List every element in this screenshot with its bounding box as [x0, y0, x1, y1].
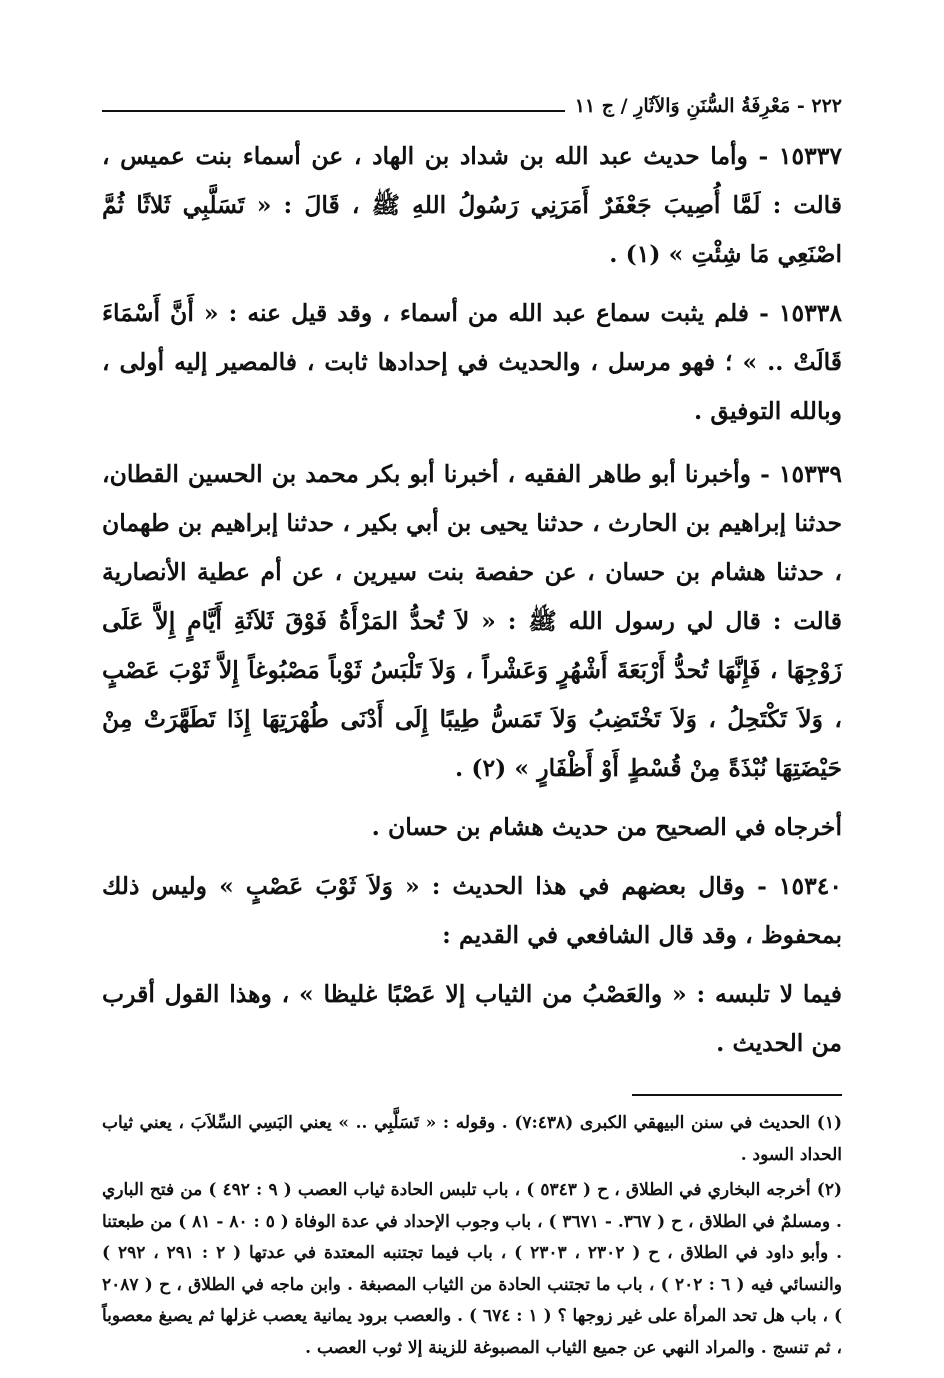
footnote-2: (٢) أخرجه البخاري في الطلاق ، ح ( ٥٣٤٣ ) ، باب تلبس الحادة ثياب العصب ( ٩ : ٤٩٢ ) من فتح الباري . ومسلمٌ في الطلاق ، ح ( ٣٦٧. - ٣٦٧١ ) ، باب وجوب الإحداد في عدة الوفاة ( ٥ : ٨٠ - ٨١ ) من طبعتنا . وأبو داود في الطلاق ، ح ( ٢٣٠٢ ، ٢٣٠٣ ) ، باب فيما تجتنبه المعتدة في عدتها ( ٢ : ٢٩١ ، ٢٩٢ ) والنسائي فيه ( ٦ : ٢٠٢ ) ، باب ما تجتنب الحادة من الثياب المصبغة . وابن ماجه في الطلاق ، ح ( ٢٠٨٧ ) ، باب هل تحد المرأة على غير زوجها ؟ ( ١ : ٦٧٤ ) . والعصب برود يمانية يعصب غزلها ثم يصبغ معصوباً ، ثم تنسج . والمراد النهي عن جميع الثياب المصبوغة للزينة إلا ثوب العصب . — [102, 1180, 842, 1358]
footnote-separator — [632, 1094, 842, 1096]
paragraph-15338: ١٥٣٣٨ - فلم يثبت سماع عبد الله من أسماء ، وقد قيل عنه : « أَنَّ أَسْمَاءَ قَالَتْ .. » ؛ فهو مرسل ، والحديث في إحدادها ثابت ، فالمصير إليه أولى ، وبالله التوفيق . — [102, 299, 842, 425]
running-head: ٢٢٢ - مَعْرِفَةُ السُّنَنِ وَالآثَارِ / ج ١١ — [574, 95, 842, 117]
header-rule — [102, 110, 565, 112]
paragraph-takhrij: أخرجاه في الصحيح من حديث هشام بن حسان . — [371, 813, 842, 841]
paragraph-15337: ١٥٣٣٧ - وأما حديث عبد الله بن شداد بن الهاد ، عن أسماء بنت عميس ، قالت : لَمَّا أُصِيبَ جَعْفَرٌ أَمَرَنِي رَسُولُ اللهِ ﷺ ، قَالَ : « تَسَلَّبِي ثَلاثًا ثُمَّ اصْنَعِي مَا شِئْتِ » (١) . — [102, 142, 842, 268]
footnotes — [102, 1108, 842, 1364]
page-header — [102, 80, 842, 116]
main-text — [102, 132, 842, 1068]
paragraph-shafii-quote: فيما لا تلبسه : « والعَصْبُ من الثياب إلا عَصْبًا غليظا » ، وهذا القول أقرب من الحديث . — [102, 980, 842, 1057]
paragraph-15339: ١٥٣٣٩ - وأخبرنا أبو طاهر الفقيه ، أخبرنا أبو بكر محمد بن الحسين القطان، حدثنا إبراهيم بن الحارث ، حدثنا يحيى بن أبي بكير ، حدثنا إبراهيم بن طهمان ، حدثنا هشام بن حسان ، عن حفصة بنت سيرين ، عن أم عطية الأنصارية قالت : قال لي رسول الله ﷺ : « لاَ تُحدُّ المَرْأَةُ فَوْقَ ثَلاَثَةِ أَيَّامٍ إِلاَّ عَلَى زَوْجِهَا ، فَإِنَّهَا تُحدُّ أَرْبَعَةَ أَشْهُرٍ وَعَشْراً ، وَلاَ تَلْبَسُ ثَوْباً مَصْبُوغاً إِلاَّ ثَوْبَ عَصْبٍ ، وَلاَ تَكْتَحِلُ ، وَلاَ تَخْتَضِبُ وَلاَ تَمَسُّ طِيبًا إِلَى أَدْنَى طُهْرَتِهَا إِذَا تَطَهَّرَتْ مِنْ حَيْضَتِهَا نُبْذَةً مِنْ قُسْطٍ أَوْ أَظْفَارٍ » (٢) . — [102, 460, 842, 782]
footnote-1: (١) الحديث في سنن البيهقي الكبرى (٧:٤٣٨) . وقوله : « تَسَلَّبِي .. » يعني البَسِي السِّلاَبَ ، يعني ثياب الحداد السود . — [102, 1113, 842, 1165]
paragraph-15340: ١٥٣٤٠ - وقال بعضهم في هذا الحديث : « وَلاَ ثَوْبَ عَصْبٍ » وليس ذلك بمحفوظ ، وقد قال الشافعي في القديم : — [102, 872, 842, 949]
